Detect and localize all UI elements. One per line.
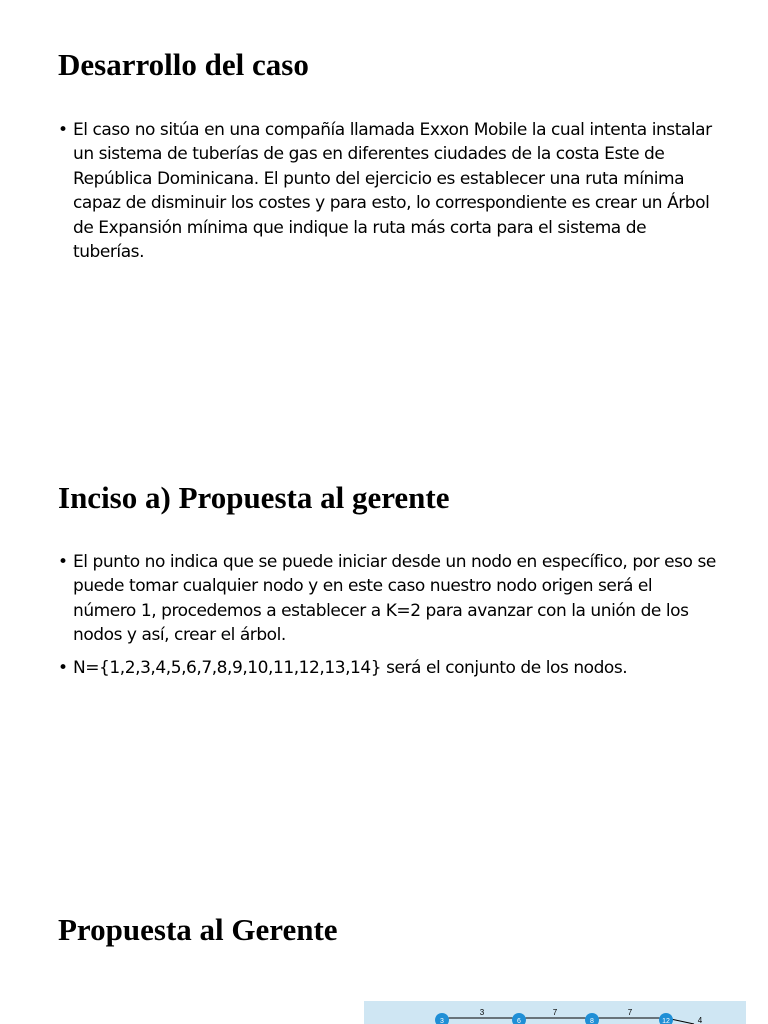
slide-inciso-a xyxy=(0,420,768,860)
edge-weight-label: 3 xyxy=(479,1008,485,1017)
bullet-text: N={1,2,3,4,5,6,7,8,9,10,11,12,13,14} será el conjunto de los nodos. xyxy=(73,657,628,678)
graph-node-label: 8 xyxy=(590,1018,594,1024)
slide-desarrollo xyxy=(0,0,768,420)
bullet-item xyxy=(58,656,718,680)
bullet-icon: • xyxy=(58,120,68,140)
bullet-text: El punto no indica que se puede iniciar desde un nodo en específico, por eso se puede tomar cualquier nodo y en este caso nuestro nodo origen será el número 1, procedemos a establecer a K=2 para avanzar con la unión de los nodos y así, crear el árbol. xyxy=(73,552,716,646)
bullet-text: El caso no sitúa en una compañía llamada Exxon Mobile la cual intenta instalar un sistema de tuberías de gas en diferentes ciudades de la costa Este de República Dominicana. El punto del ejercicio es establecer una ruta mínima capaz de disminuir los costes y para esto, lo correspondiente es crear un Árbol de Expansión mínima que indique la ruta más corta para el sistema de tuberías. xyxy=(73,120,712,263)
slide-title: Propuesta al Gerente xyxy=(58,912,338,947)
graph-node-label: 12 xyxy=(662,1018,670,1024)
graph-node-label: 3 xyxy=(440,1018,444,1024)
bullet-list xyxy=(58,550,718,688)
bullet-icon: • xyxy=(58,657,68,678)
graph-node-label: 6 xyxy=(517,1018,521,1024)
graph-diagram xyxy=(364,1001,746,1024)
bullet-item xyxy=(58,550,718,648)
slide-title: Desarrollo del caso xyxy=(58,47,309,82)
slide-propuesta-gerente xyxy=(0,860,768,1024)
bullet-list xyxy=(58,118,718,272)
edge-weight-label: 7 xyxy=(627,1008,633,1017)
edge-weight-label: 4 xyxy=(697,1016,703,1024)
bullet-icon: • xyxy=(58,552,68,572)
bullet-item xyxy=(58,118,718,264)
slide-title: Inciso a) Propuesta al gerente xyxy=(58,480,450,515)
edge-weight-label: 7 xyxy=(552,1008,558,1017)
graph-figure xyxy=(364,1001,746,1024)
